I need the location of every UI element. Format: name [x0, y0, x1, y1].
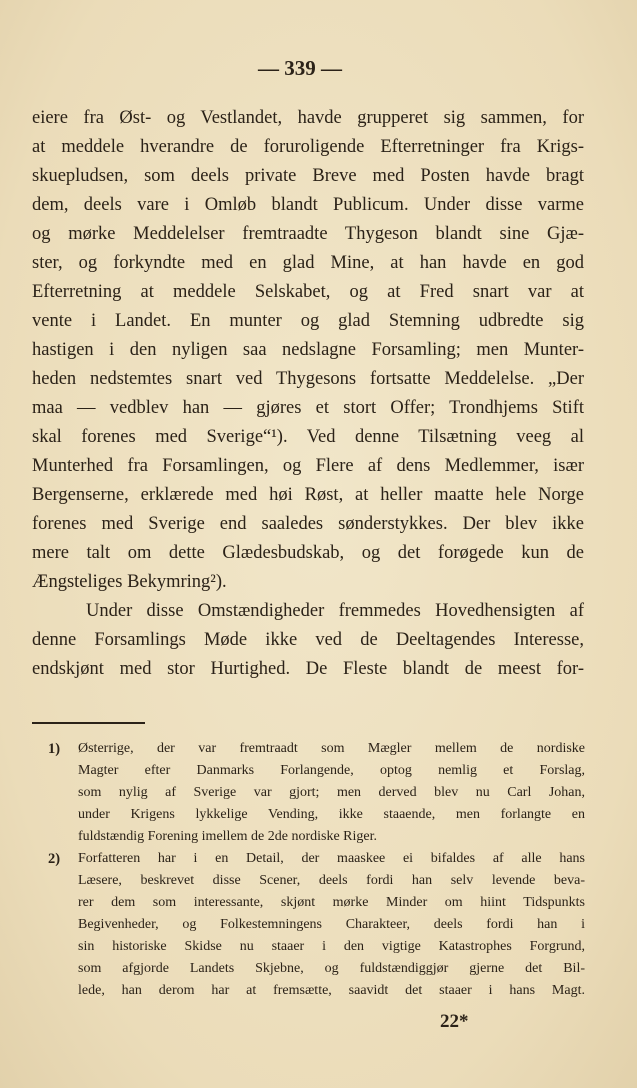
footnote-divider [32, 722, 145, 724]
footnote-line: under Krigens lykkelige Vending, ikke staaende, men forlangte en [78, 807, 585, 822]
text-line: ster, og forkyndte med en glad Mine, at han havde en god [32, 253, 584, 273]
text-line: forenes med Sverige end saaledes sønderstykkes. Der blev ikke [32, 514, 584, 534]
footnote-line: Begivenheder, og Folkestemningens Charakteer, deels fordi han i [78, 917, 585, 932]
page-number: — 339 — [258, 56, 342, 80]
text-line: skuepludsen, som deels private Breve med Posten havde bragt [32, 166, 584, 186]
footnote-line: Magter efter Danmarks Forlangende, optog nemlig et Forslag, [78, 763, 585, 778]
footnote-line: Læsere, beskrevet disse Scener, deels fordi han selv levende beva- [78, 873, 585, 888]
text-line: eiere fra Øst- og Vestlandet, havde grupperet sig sammen, for [32, 108, 584, 128]
text-line: Munterhed fra Forsamlingen, og Flere af dens Medlemmer, især [32, 456, 584, 476]
footnote-line: Forfatteren har i en Detail, der maaskee ei bifaldes af alle hans [78, 851, 585, 866]
footnote-line: som nylig af Sverige var gjort; men derved blev nu Carl Johan, [78, 785, 585, 800]
text-line: hastigen i den nyligen saa nedslagne Forsamling; men Munter- [32, 340, 584, 360]
text-line: at meddele hverandre de foruroligende Efterretninger fra Krigs- [32, 137, 584, 157]
footnote-2 [48, 848, 585, 1002]
footnote-line: lede, han derom har at fremsætte, saavidt det staaer i hans Magt. [78, 983, 585, 998]
text-line: Ængsteliges Bekymring²). [32, 572, 227, 592]
text-line: mere talt om dette Glædesbudskab, og det forøgede kun de [32, 543, 584, 563]
text-line: Bergenserne, erklærede med høi Røst, at heller maatte hele Norge [32, 485, 584, 505]
text-line: endskjønt med stor Hurtighed. De Fleste blandt de meest for- [32, 659, 584, 679]
footnote-line: som afgjorde Landets Skjebne, og fuldstændiggjør gjerne det Bil- [78, 961, 585, 976]
footnote-line: sin historiske Skidse nu staaer i den vigtige Katastrophes Forgrund, [78, 939, 585, 954]
text-line: heden nedstemtes snart ved Thygesons fortsatte Meddelelse. „Der [32, 369, 584, 389]
text-line: denne Forsamlings Møde ikke ved de Deeltagendes Interesse, [32, 630, 584, 650]
footnote-line: Østerrige, der var fremtraadt som Mægler mellem de nordiske [78, 741, 585, 756]
text-line: Under disse Omstændigheder fremmedes Hovedhensigten af [86, 601, 584, 621]
signature-mark: 22* [440, 1011, 469, 1032]
footnote-1 [48, 738, 585, 848]
footnotes [48, 738, 585, 1002]
footnote-number: 2) [48, 851, 61, 867]
footnote-number: 1) [48, 741, 61, 757]
text-line: og mørke Meddelelser fremtraadte Thygeson blandt sine Gjæ- [32, 224, 584, 244]
text-line: dem, deels vare i Omløb blandt Publicum. Under disse varme [32, 195, 584, 215]
footnote-line: fuldstændig Forening imellem de 2de nordiske Riger. [78, 829, 378, 844]
footnote-line: rer dem som interessante, skjønt mørke Minder om hiint Tidspunkts [78, 895, 585, 910]
text-line: vente i Landet. En munter og glad Stemning udbredte sig [32, 311, 584, 331]
text-line: maa — vedblev han — gjøres et stort Offer; Trondhjems Stift [32, 398, 584, 418]
text-line: Efterretning at meddele Selskabet, og at Fred snart var at [32, 282, 584, 302]
main-text [32, 104, 584, 684]
text-line: skal forenes med Sverige“¹). Ved denne Tilsætning veeg al [32, 427, 584, 447]
